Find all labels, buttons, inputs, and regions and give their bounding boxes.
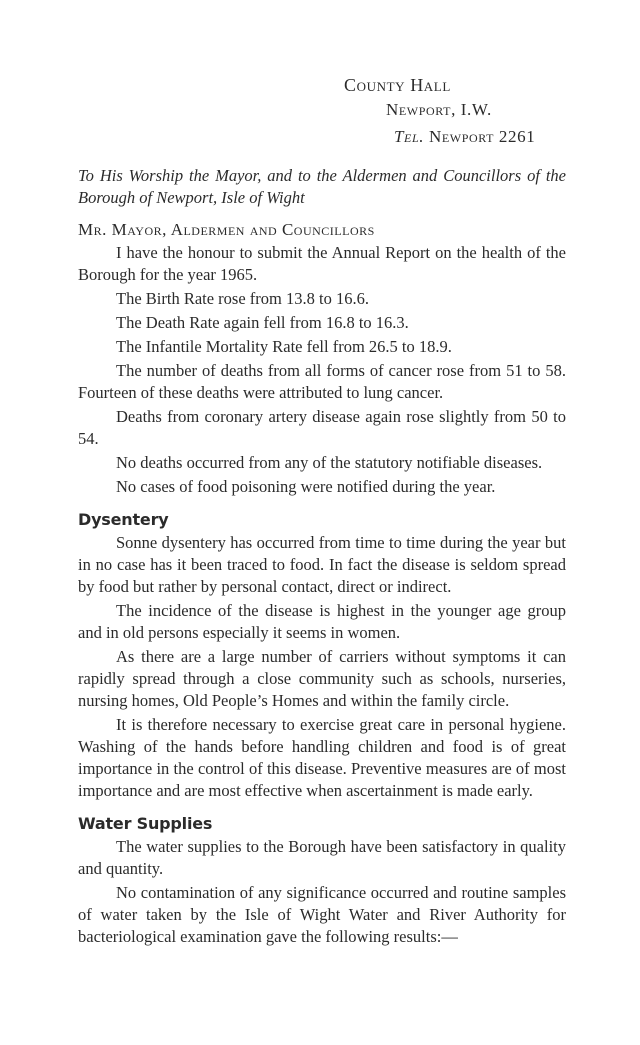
intro-paragraph: The number of deaths from all forms of cancer rose from 51 to 58. Fourteen of these deaths were attributed to lung cancer. (78, 361, 566, 402)
water-supplies-paragraph: No contamination of any significance occurred and routine samples of water taken by the Isle of Wight Water and River Authority for bacteriological examination gave the following results:— (78, 883, 566, 946)
dysentery-paragraph: As there are a large number of carriers without symptoms it can rapidly spread through a close community such as schools, nurseries, nursing homes, Old People’s Homes and within the family circle. (78, 647, 566, 710)
telephone-number: Newport 2261 (424, 127, 536, 146)
water-supplies-paragraph: The water supplies to the Borough have been satisfactory in quality and quantity. (78, 837, 566, 878)
intro-paragraph: No cases of food poisoning were notified during the year. (116, 477, 496, 496)
address-line-1: County Hall (344, 75, 451, 95)
telephone-prefix: Tel. (394, 127, 425, 146)
dysentery-paragraph: The incidence of the disease is highest in the younger age group and in old persons especially it seems in women. (78, 601, 566, 642)
addressee: Mr. Mayor, Aldermen and Councillors (78, 220, 375, 239)
intro-paragraph: The Death Rate again fell from 16.8 to 16.3. (116, 313, 409, 332)
section-heading-water-supplies: Water Supplies (78, 814, 213, 833)
intro-paragraph: No deaths occurred from any of the statutory notifiable diseases. (116, 453, 543, 472)
dysentery-paragraph: Sonne dysentery has occurred from time to time during the year but in no case has it been traced to food. In fact the disease is seldom spread by food but rather by personal contact, direct or indirect. (78, 533, 566, 596)
intro-paragraph: The Birth Rate rose from 13.8 to 16.6. (116, 289, 369, 308)
intro-paragraph: I have the honour to submit the Annual Report on the health of the Borough for the year 1965. (78, 243, 566, 284)
salutation: To His Worship the Mayor, and to the Aldermen and Councillors of the Borough of Newport, Isle of Wight (78, 166, 566, 207)
intro-paragraph: Deaths from coronary artery disease again rose slightly from 50 to 54. (78, 407, 566, 448)
intro-paragraph: The Infantile Mortality Rate fell from 26.5 to 18.9. (116, 337, 452, 356)
dysentery-paragraph: It is therefore necessary to exercise great care in personal hygiene. Washing of the hands before handling children and food is of great importance in the control of this disease. Preventive measures are of most importance and are most effective when ascertainment is made early. (78, 715, 566, 800)
section-heading-dysentery: Dysentery (78, 510, 169, 529)
telephone-line (394, 126, 535, 148)
report-body (78, 165, 566, 950)
address-line-2: Newport, I.W. (386, 100, 492, 119)
